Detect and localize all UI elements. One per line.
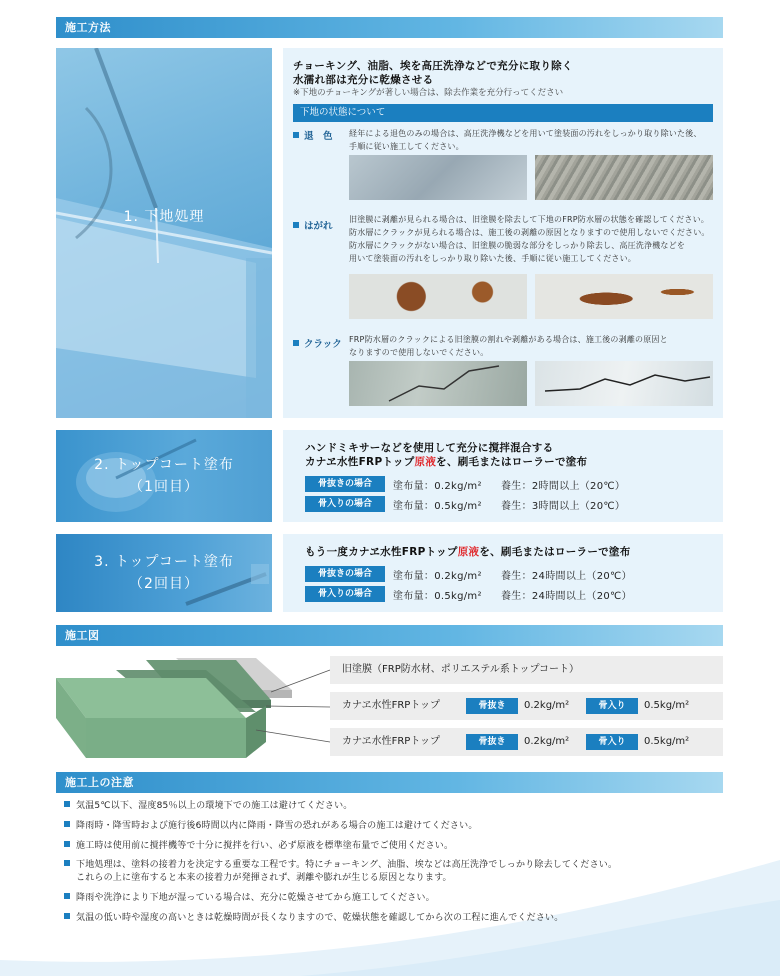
layer-old-coating: 旧塗膜（FRP防水材、ポリエステル系トップコート） (330, 656, 723, 684)
step2-title-line1: ハンドミキサーなどを使用して充分に撹拌混合する (305, 442, 554, 454)
bullet-square-icon (64, 821, 70, 827)
step3-cure-without-mesh: 養生：24時間以上（20℃） (501, 571, 632, 582)
layer2-value-without-mesh: 0.2kg/m² (524, 736, 570, 747)
bullet-square-icon (64, 801, 70, 807)
step3-amount-with-mesh: 塗布量：0.5kg/m² (393, 591, 482, 602)
crack-photo-1 (349, 361, 527, 406)
step1-title-line1: チョーキング、油脂、埃を高圧洗浄などで充分に取り除く (293, 60, 573, 72)
step1-title-line2: 水濡れ部は充分に乾燥させる (293, 74, 434, 86)
step3-photo (56, 534, 272, 612)
crack-photo-2 (535, 361, 713, 406)
layer2-tag-without-mesh: 骨抜き (466, 734, 518, 750)
caution-item-2: 降雨時・降雪時および施行後6時間以内に降雨・降雪の恐れがある場合の施工は避けてください。 (64, 820, 478, 833)
step3-amount-without-mesh: 塗布量：0.2kg/m² (393, 571, 482, 582)
condition-crack-label: クラック (293, 336, 342, 350)
layer1-tag-without-mesh: 骨抜き (466, 698, 518, 714)
bullet-square-icon (64, 913, 70, 919)
step2-cure-without-mesh: 養生：2時間以上（20℃） (501, 481, 626, 492)
step2-photo (56, 430, 272, 522)
section-header-diagram: 施工図 (56, 625, 723, 646)
step2-panel (283, 430, 723, 522)
step3-tag-with-mesh: 骨入りの場合 (305, 586, 385, 602)
step1-photo (56, 48, 272, 418)
step3-title: もう一度カナヱ水性FRPトップ原液を、刷毛またはローラーで塗布 (305, 546, 631, 558)
crack-line-icon (535, 361, 713, 406)
layer1-value-with-mesh: 0.5kg/m² (644, 700, 690, 711)
bullet-square-icon (293, 132, 299, 138)
condition-peeling-label: はがれ (293, 218, 333, 232)
condition-fading-desc: 経年による退色のみの場合は、高圧洗浄機などを用いて塗装面の汚れをしっかり取り除いた後、 手順に従い施工してください。 (349, 129, 702, 151)
fading-photo-2 (535, 155, 713, 200)
bullet-square-icon (64, 860, 70, 866)
step1-note: ※下地のチョーキングが著しい場合は、除去作業を充分行ってください (293, 88, 564, 98)
layer2-value-with-mesh: 0.5kg/m² (644, 736, 690, 747)
step1-panel (283, 48, 723, 418)
step2-label-line2: （1回目） (129, 479, 199, 495)
step2-cure-with-mesh: 養生：3時間以上（20℃） (501, 501, 626, 512)
step2-amount-with-mesh: 塗布量：0.5kg/m² (393, 501, 482, 512)
step2-tag-with-mesh: 骨入りの場合 (305, 496, 385, 512)
caution-item-5: 降雨や洗浄により下地が湿っている場合は、充分に乾燥させてから施工してください。 (64, 892, 435, 905)
step2-tag-without-mesh: 骨抜きの場合 (305, 476, 385, 492)
layer1-tag-with-mesh: 骨入り (586, 698, 638, 714)
bullet-square-icon (293, 340, 299, 346)
step3-label-line2: （2回目） (129, 576, 199, 592)
step3-label-line1: 3. トップコート塗布 (94, 554, 234, 570)
bullet-square-icon (64, 841, 70, 847)
caution-item-6: 気温の低い時や湿度の高いときは乾燥時間が長くなりますので、乾燥状態を確認してから次の工程に進んでください。 (64, 912, 563, 925)
substrate-condition-subhead: 下地の状態について (293, 104, 713, 122)
step2-title-line2: カナヱ水性FRPトップ原液を、刷毛またはローラーで塗布 (305, 456, 588, 468)
section-header-method: 施工方法 (56, 17, 723, 38)
peeling-photo-1 (349, 274, 527, 319)
step3-tag-without-mesh: 骨抜きの場合 (305, 566, 385, 582)
step2-amount-without-mesh: 塗布量：0.2kg/m² (393, 481, 482, 492)
crack-line-icon (349, 361, 527, 406)
bullet-square-icon (64, 893, 70, 899)
caution-item-1: 気温5℃以下、湿度85％以上の環境下での施工は避けてください。 (64, 800, 353, 813)
layer2-tag-with-mesh: 骨入り (586, 734, 638, 750)
section-header-caution: 施工上の注意 (56, 772, 723, 793)
peeling-photo-2 (535, 274, 713, 319)
layer-diagram-illustration (56, 650, 336, 765)
pressure-washer-illustration (56, 48, 272, 418)
condition-crack-desc: FRP防水層のクラックによる旧塗膜の割れや剥離がある場合は、施工後の剥離の原因と なりますので使用しないでください。 (349, 335, 668, 357)
layer1-value-without-mesh: 0.2kg/m² (524, 700, 570, 711)
step2-label-line1: 2. トップコート塗布 (94, 457, 234, 473)
caution-item-3: 施工時は使用前に撹拌機等で十分に撹拌を行い、必ず原液を標準塗布量でご使用ください。 (64, 840, 453, 853)
condition-peeling-desc: 旧塗膜に剥離が見られる場合は、旧塗膜を除去して下地のFRP防水層の状態を確認してください。 防水層にクラックが見られる場合は、施工後の剥離の原因となりますので使用しないでください。 防水層にクラックがない場合は、旧塗膜の脆弱な部分をしっかり除去し、高圧洗浄機などを 用いて塗装面の汚れをしっかり取り除いた後、手順に従い施工してください。 (349, 215, 710, 263)
layer-topcoat-1: カナヱ水性FRPトップ 骨抜き 0.2kg/m² 骨入り 0.5kg/m² (330, 692, 723, 720)
step3-cure-with-mesh: 養生：24時間以上（20℃） (501, 591, 632, 602)
fading-photo-1 (349, 155, 527, 200)
step3-panel (283, 534, 723, 612)
step1-label: 1. 下地処理 (123, 209, 205, 225)
layer-topcoat-2: カナヱ水性FRPトップ 骨抜き 0.2kg/m² 骨入り 0.5kg/m² (330, 728, 723, 756)
caution-item-4: 下地処理は、塗料の接着力を決定する重要な工程です。特にチョーキング、油脂、埃などは高圧洗浄でしっかり除去してください。 これらの上に塗布すると本来の接着力が発揮されず、剥離や膨れが生じる原因となります。 (64, 859, 617, 885)
bullet-square-icon (293, 222, 299, 228)
condition-fading-label: 退 色 (293, 128, 333, 142)
